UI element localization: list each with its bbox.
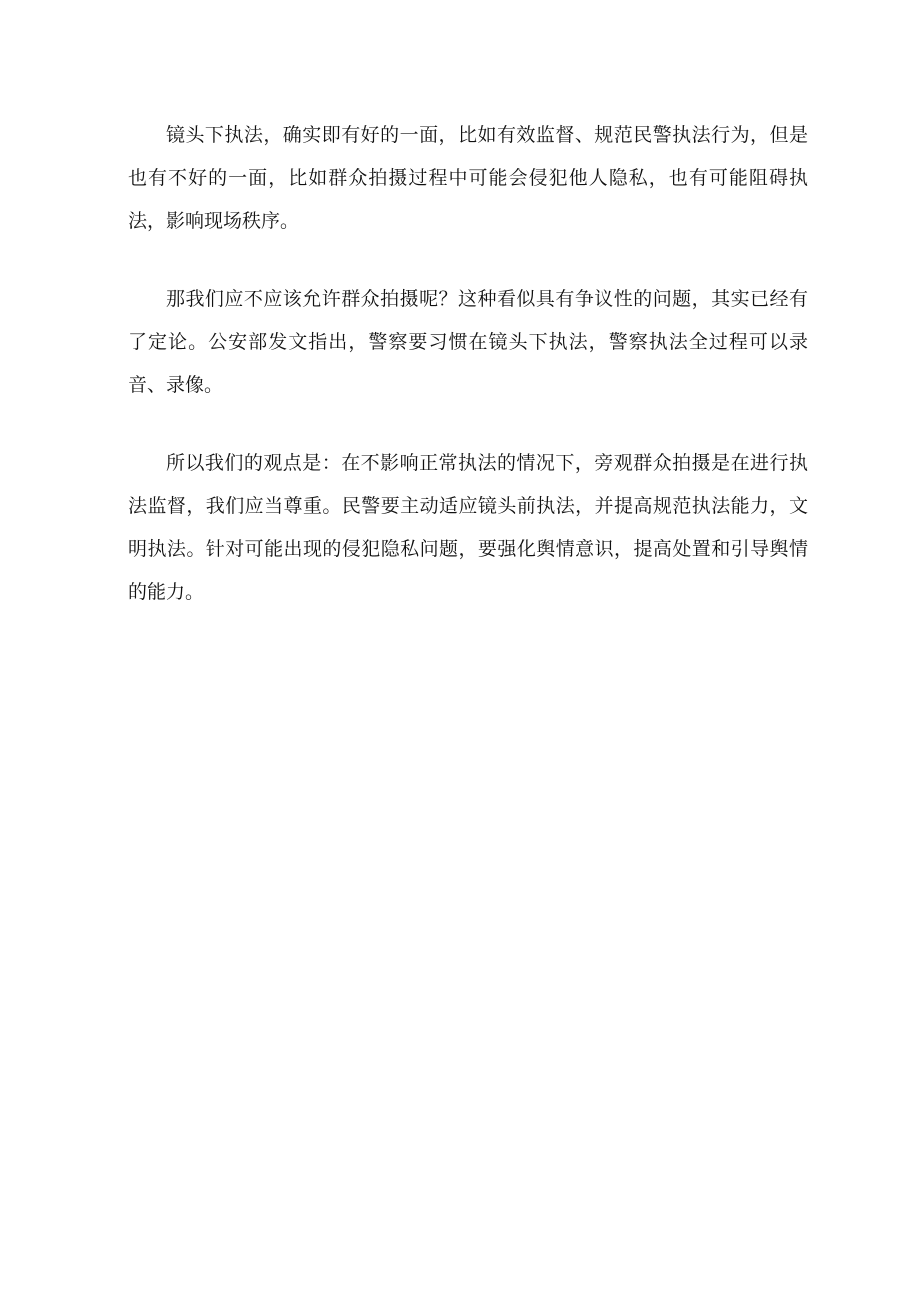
paragraph-1: 镜头下执法，确实即有好的一面，比如有效监督、规范民警执法行为，但是也有不好的一面，比如群众拍摄过程中可能会侵犯他人隐私，也有可能阻碍执法，影响现场秩序。 (128, 124, 808, 232)
document-body (128, 114, 808, 614)
paragraph-3: 所以我们的观点是：在不影响正常执法的情况下，旁观群众拍摄是在进行执法监督，我们应当尊重。民警要主动适应镜头前执法，并提高规范执法能力，文明执法。针对可能出现的侵犯隐私问题，要强化舆情意识，提高处置和引导舆情的能力。 (128, 452, 808, 603)
paragraph-2: 那我们应不应该允许群众拍摄呢？这种看似具有争议性的问题，其实已经有了定论。公安部发文指出，警察要习惯在镜头下执法，警察执法全过程可以录音、录像。 (128, 288, 808, 396)
